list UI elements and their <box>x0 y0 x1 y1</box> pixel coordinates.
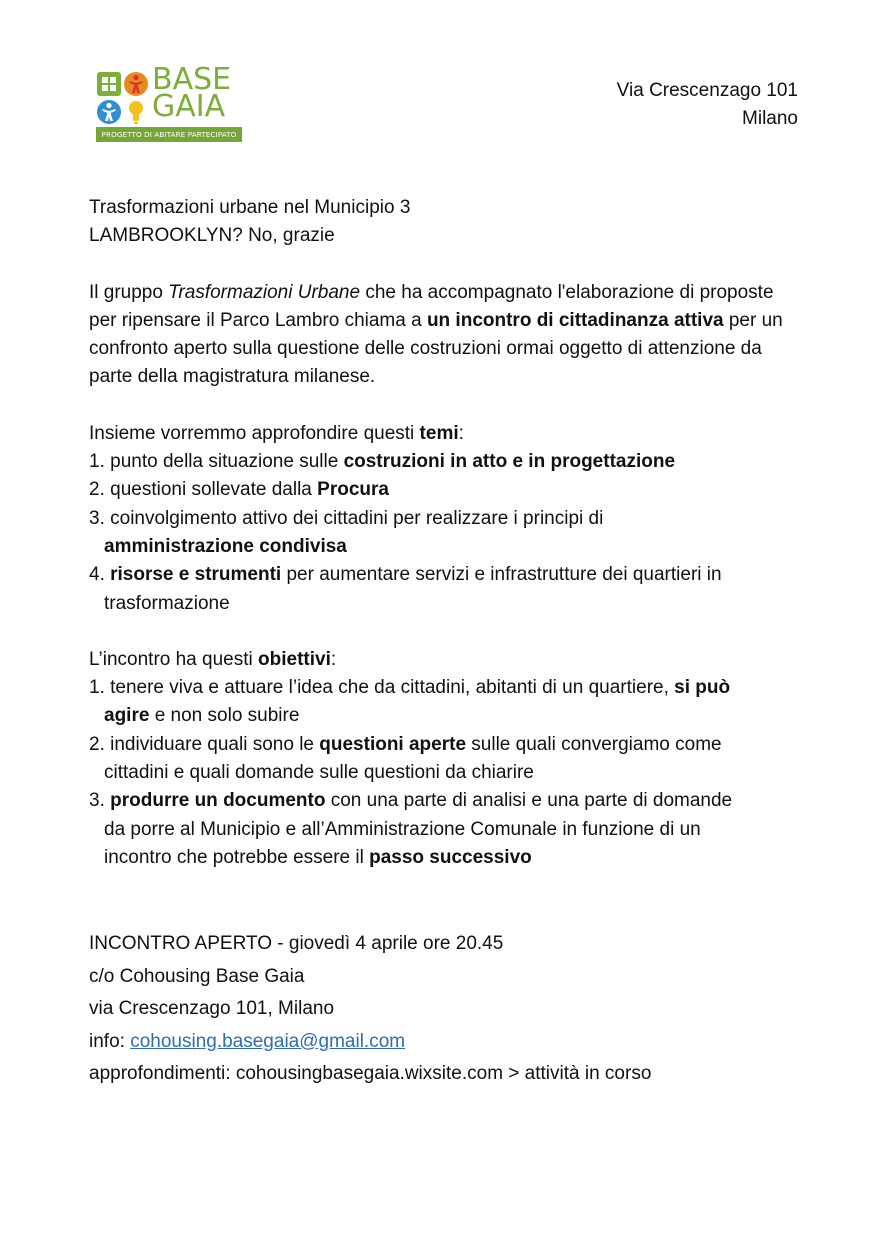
document-body <box>89 194 805 1091</box>
heading-line-2: LAMBROOKLYN? No, grazie <box>89 225 335 247</box>
obiettivi-item-1-cont: agire e non solo subire <box>104 705 300 727</box>
logo-wordmark <box>152 62 232 124</box>
intro-paragraph: Il gruppo Trasformazioni Urbane che ha accompagnato l'elaborazione di proposte per ripensare il Parco Lambro chiama a un incontro di cittadinanza attiva per un confronto aperto sulla questione delle costruzioni ormai oggetto di attenzione da parte della magistratura milanese. <box>89 281 783 388</box>
event-street: via Crescenzago 101, Milano <box>89 998 335 1020</box>
logo-tagline: PROGETTO DI ABITARE PARTECIPATO <box>96 127 242 142</box>
event-contact <box>89 1026 805 1059</box>
event-info <box>89 928 805 1091</box>
logo-line-2: GAIA <box>152 89 226 124</box>
temi-item-3: 3. coinvolgimento attivo dei cittadini per realizzare i principi di <box>89 507 604 529</box>
event-title: INCONTRO APERTO - giovedì 4 aprile ore 20.45 <box>89 933 504 955</box>
temi-item-4: 4. risorse e strumenti per aumentare servizi e infrastrutture dei quartieri in <box>89 564 722 586</box>
event-location: c/o Cohousing Base Gaia <box>89 965 305 987</box>
obiettivi-item-3-cont-2: incontro che potrebbe essere il passo successivo <box>104 846 532 868</box>
temi-item-2: 2. questioni sollevate dalla Procura <box>89 479 389 501</box>
address-city: Milano <box>742 108 798 129</box>
logo-line-1: BASE <box>152 62 232 97</box>
address-street: Via Crescenzago 101 <box>616 80 798 101</box>
obiettivi-item-1: 1. tenere viva e attuare l’idea che da cittadini, abitanti di un quartiere, si può <box>89 677 731 699</box>
address-block <box>617 77 798 133</box>
temi-item-4-cont: trasformazione <box>104 592 230 614</box>
event-more-info: approfondimenti: cohousingbasegaia.wixsite.com > attività in corso <box>89 1063 652 1085</box>
temi-intro: Insieme vorremmo approfondire questi temi: <box>89 422 464 444</box>
logo-figures-icon <box>96 70 150 126</box>
obiettivi-intro: L’incontro ha questi obiettivi: <box>89 648 337 670</box>
obiettivi-item-3: 3. produrre un documento con una parte di analisi e una parte di domande <box>89 790 733 812</box>
temi-item-1: 1. punto della situazione sulle costruzioni in atto e in progettazione <box>89 451 676 473</box>
heading-line-1: Trasformazioni urbane nel Municipio 3 <box>89 197 411 218</box>
email-link[interactable]: cohousing.basegaia@gmail.com <box>130 1030 406 1052</box>
temi-item-3-cont: amministrazione condivisa <box>104 535 347 557</box>
obiettivi-item-2: 2. individuare quali sono le questioni aperte sulle quali convergiamo come <box>89 733 722 755</box>
obiettivi-item-3-cont: da porre al Municipio e all’Amministrazione Comunale in funzione di un <box>104 818 701 840</box>
info-label: info: <box>89 1030 131 1052</box>
base-gaia-logo <box>96 62 242 142</box>
obiettivi-item-2-cont: cittadini e quali domande sulle questioni da chiarire <box>104 762 534 784</box>
